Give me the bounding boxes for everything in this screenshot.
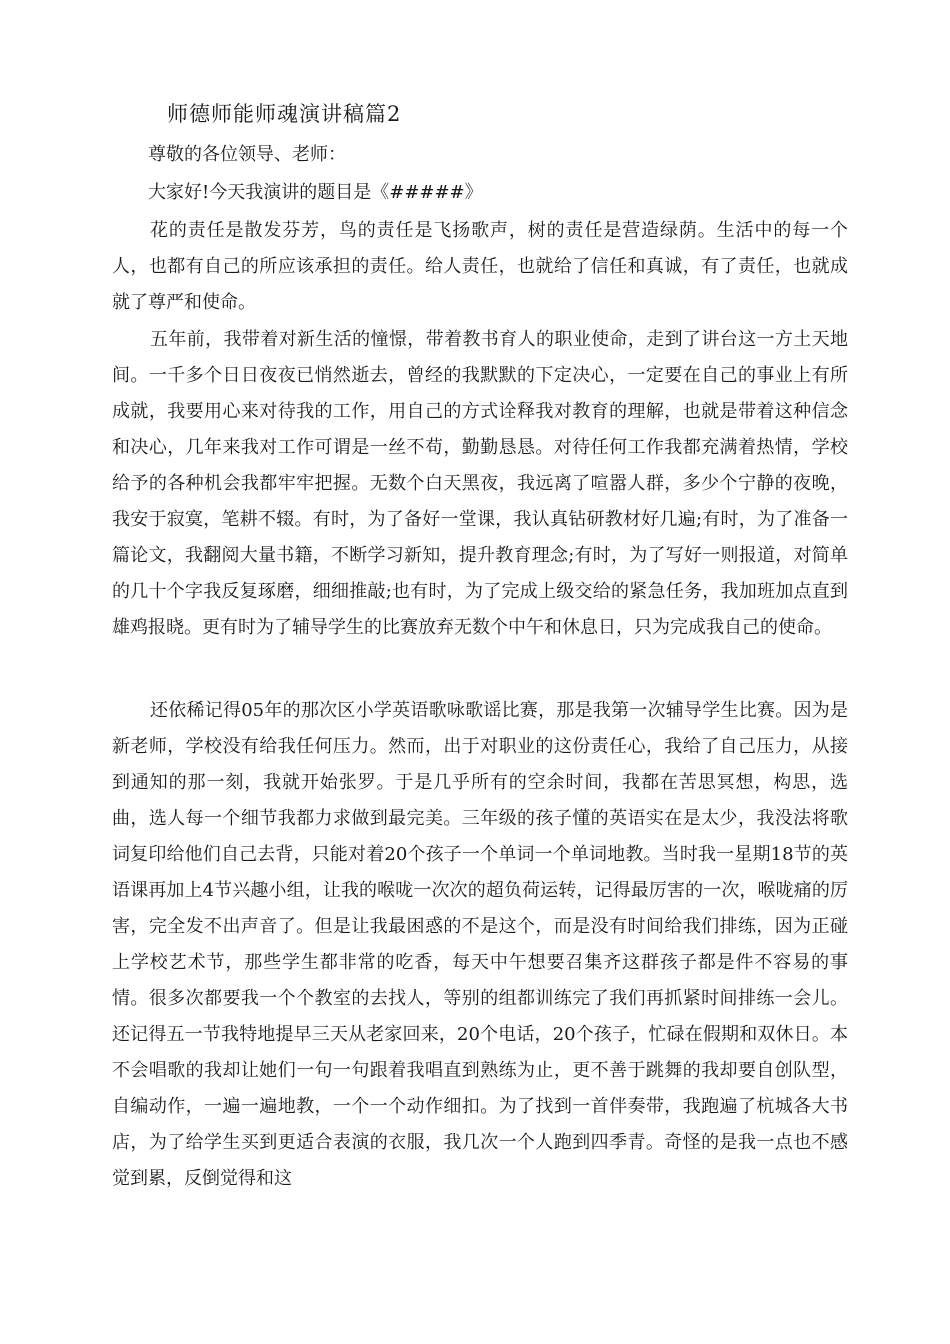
document-title: 师德师能师魂演讲稿篇2 [167,102,402,126]
greeting: 大家好!今天我演讲的题目是《#####》 [148,182,483,203]
paragraph-2: 五年前，我带着对新生活的憧憬，带着教书育人的职业使命，走到了讲台这一方土天地间。一千多个日日夜夜已悄然逝去，曾经的我默默的下定决心，一定要在自己的事业上有所成就，我要用心来对待我的工作，用自己的方式诠释我对教育的理解，也就是带着这种信念和决心，几年来我对工作可谓是一丝不苟，勤勤恳恳。对待任何工作我都充满着热情，学校给予的各种机会我都牢牢把握。无数个白天黑夜，我远离了喧嚣人群，多少个宁静的夜晚，我安于寂寞，笔耕不辍。有时，为了备好一堂课，我认真钻研教材好几遍;有时，为了准备一篇论文，我翻阅大量书籍，不断学习新知，提升教育理念;有时，为了写好一则报道，对简单的几十个字我反复琢磨，细细推敲;也有时，为了完成上级交给的紧急任务，我加班加点直到雄鸡报晓。更有时为了辅导学生的比赛放弃无数个中午和休息日，只为完成我自己的使命。 [112,329,848,638]
salutation: 尊敬的各位领导、老师： [148,144,346,165]
paragraph-3: 还依稀记得05年的那次区小学英语歌咏歌谣比赛，那是我第一次辅导学生比赛。因为是新老师，学校没有给我任何压力。然而，出于对职业的这份责任心，我给了自己压力，从接到通知的那一刻，我就开始张罗。于是几乎所有的空余时间，我都在苦思冥想，构思，选曲，选人每一个细节我都力求做到最完美。三年级的孩子懂的英语实在是太少，我没法将歌词复印给他们自己去背，只能对着20个孩子一个单词一个单词地教。当时我一星期18节的英语课再加上4节兴趣小组，让我的喉咙一次次的超负荷运转，记得最厉害的一次，喉咙痛的厉害，完全发不出声音了。但是让我最困惑的不是这个，而是没有时间给我们排练，因为正碰上学校艺术节，那些学生都非常的吃香，每天中午想要召集齐这群孩子都是件不容易的事情。很多次都要我一个个教室的去找人，等别的组都训练完了我们再抓紧时间排练一会儿。还记得五一节我特地提早三天从老家回来，20个电话，20个孩子，忙碌在假期和双休日。本不会唱歌的我却让她们一句一句跟着我唱直到熟练为止，更不善于跳舞的我却要自创队型，自编动作，一遍一遍地教，一个一个动作细扣。为了找到一首伴奏带，我跑遍了杭城各大书店，为了给学生买到更适合表演的衣服，我几次一个人跑到四季青。奇怪的是我一点也不感觉到累，反倒觉得和这 [112,700,848,1189]
paragraph-1: 花的责任是散发芬芳，鸟的责任是飞扬歌声，树的责任是营造绿荫。生活中的每一个人，也都有自己的所应该承担的责任。给人责任，也就给了信任和真诚，有了责任，也就成就了尊严和使命。 [112,220,848,313]
